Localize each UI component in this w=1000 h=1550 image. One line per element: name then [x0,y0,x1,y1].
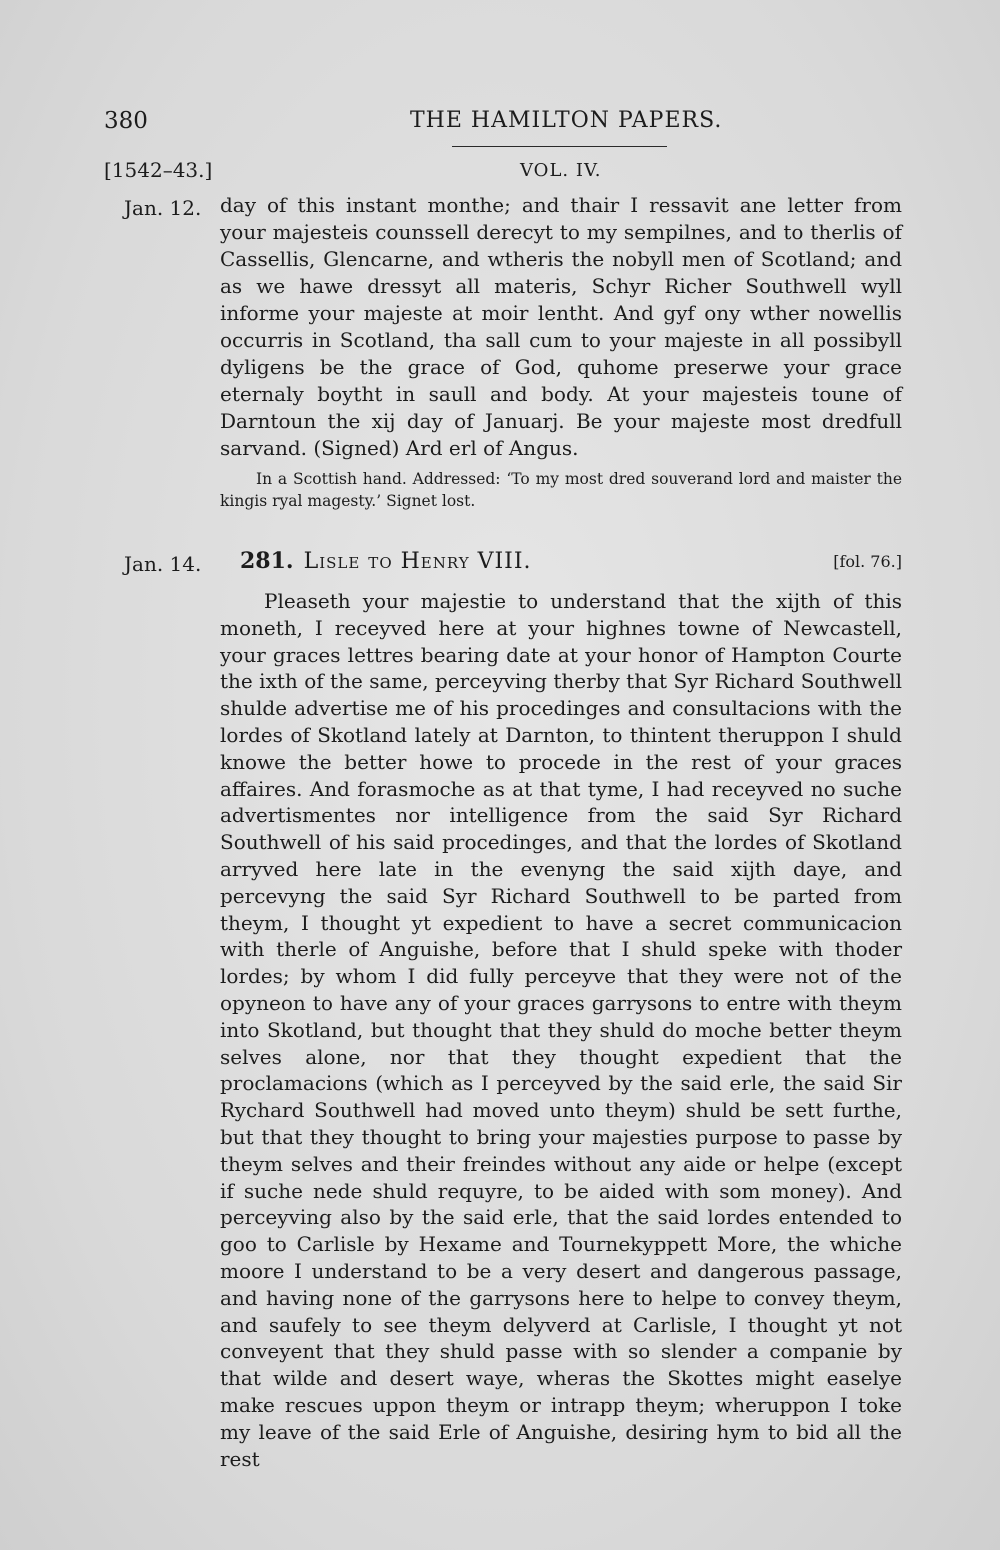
letter-paragraph: Pleaseth your majestie to understand that the xijth of this moneth, I receyved here at your highnes towne of Newcastell, your graces lettres bearing date at your honor of Hampton Courte the ixth of the same, perceyving therby that Syr Richard Southwell shulde advertise me of his procedinges and consultacions with the lordes of Skotland lately at Darnton, to thintent theruppon I shuld knowe the better howe to procede in the rest of your graces affaires. And forasmoche as at that tyme, I had receyved no suche advertismentes nor intelligence from the said Syr Richard Southwell of his said procedinges, and that the lordes of Skotland arryved here late in the evenyng the said xijth daye, and percevyng the said Syr Richard Southwell to be parted from theym, I thought yt expedient to have a secret communicacion with therle of Anguishe, before that I shuld speke with thoder lordes; by whom I did fully perceyve that they were not of the opyneon to have any of your graces garrysons to entre with theym into Skotland, but thought that they shuld do moche better theym selves alone, nor that they thought expedient that the proclamacions (which as I perceyved by the said erle, the said Sir Rychard Southwell had moved unto theym) shuld be sett furthe, but that they thought to bring your majesties purpose to passe by theym selves and their freindes without any aide or helpe (except if suche nede shuld requyre, to be aided with som money). And perceyving also by the said erle, that the said lordes entended to goo to Carlisle by Hexame and Tournekyppett More, the whiche moore I understand to be a very desert and dangerous passage, and having none of the garrysons here to helpe to convey theym, and saufely to see theym delyverd at Carlisle, I thought yt not conveyent that they shuld passe with so slender a companie by that wilde and desert waye, wheras the Skottes might easelye make rescues uppon theym or intrapp theym; wheruppon I toke my leave of the said Erle of Anguishe, desiring hym to bid all the rest [220,589,902,1471]
page-number: 380 [104,108,148,134]
editorial-note: In a Scottish hand. Addressed: ‘To my most dred souverand lord and maister the kingis ryal magesty.’ Signet lost. [220,470,902,510]
margin-date-previous: Jan. 12. [124,196,202,220]
volume-label: VOL. IV. [520,160,602,181]
folio-reference: [fol. 76.] [833,552,902,571]
entry-number: 281. [240,548,294,574]
running-title: THE HAMILTON PAPERS. [410,108,723,133]
letter-body [220,588,902,1472]
previous-letter-paragraph: day of this instant monthe; and thair I ressavit ane letter from your majesteis counssell derecyt to my sempilnes, and to therlis of Cassellis, Glencarne, and wtheris the nobyll men of Scotland; and as we hawe dressyt all materis, Schyr Richer Southwell wyll informe your majeste at moir lentht. And gyf ony wther nowellis occurris in Scotland, tha sall cum to your majeste in all possibyll dyligens be the grace of God, quhome preserwe your grace eternaly boytht in saull and body. At your majesteis toune of Darntoun the xij day of Januarj. Be your majeste most dredfull sarvand. (Signed) Ard erl of Angus. [220,193,902,460]
year-bracket: [1542–43.] [104,158,213,182]
entry-heading [240,548,902,574]
previous-letter-text [220,192,902,462]
title-rule [452,146,667,147]
margin-date-entry: Jan. 14. [124,552,202,576]
entry-title: Lisle to Henry VIII. [303,549,532,574]
